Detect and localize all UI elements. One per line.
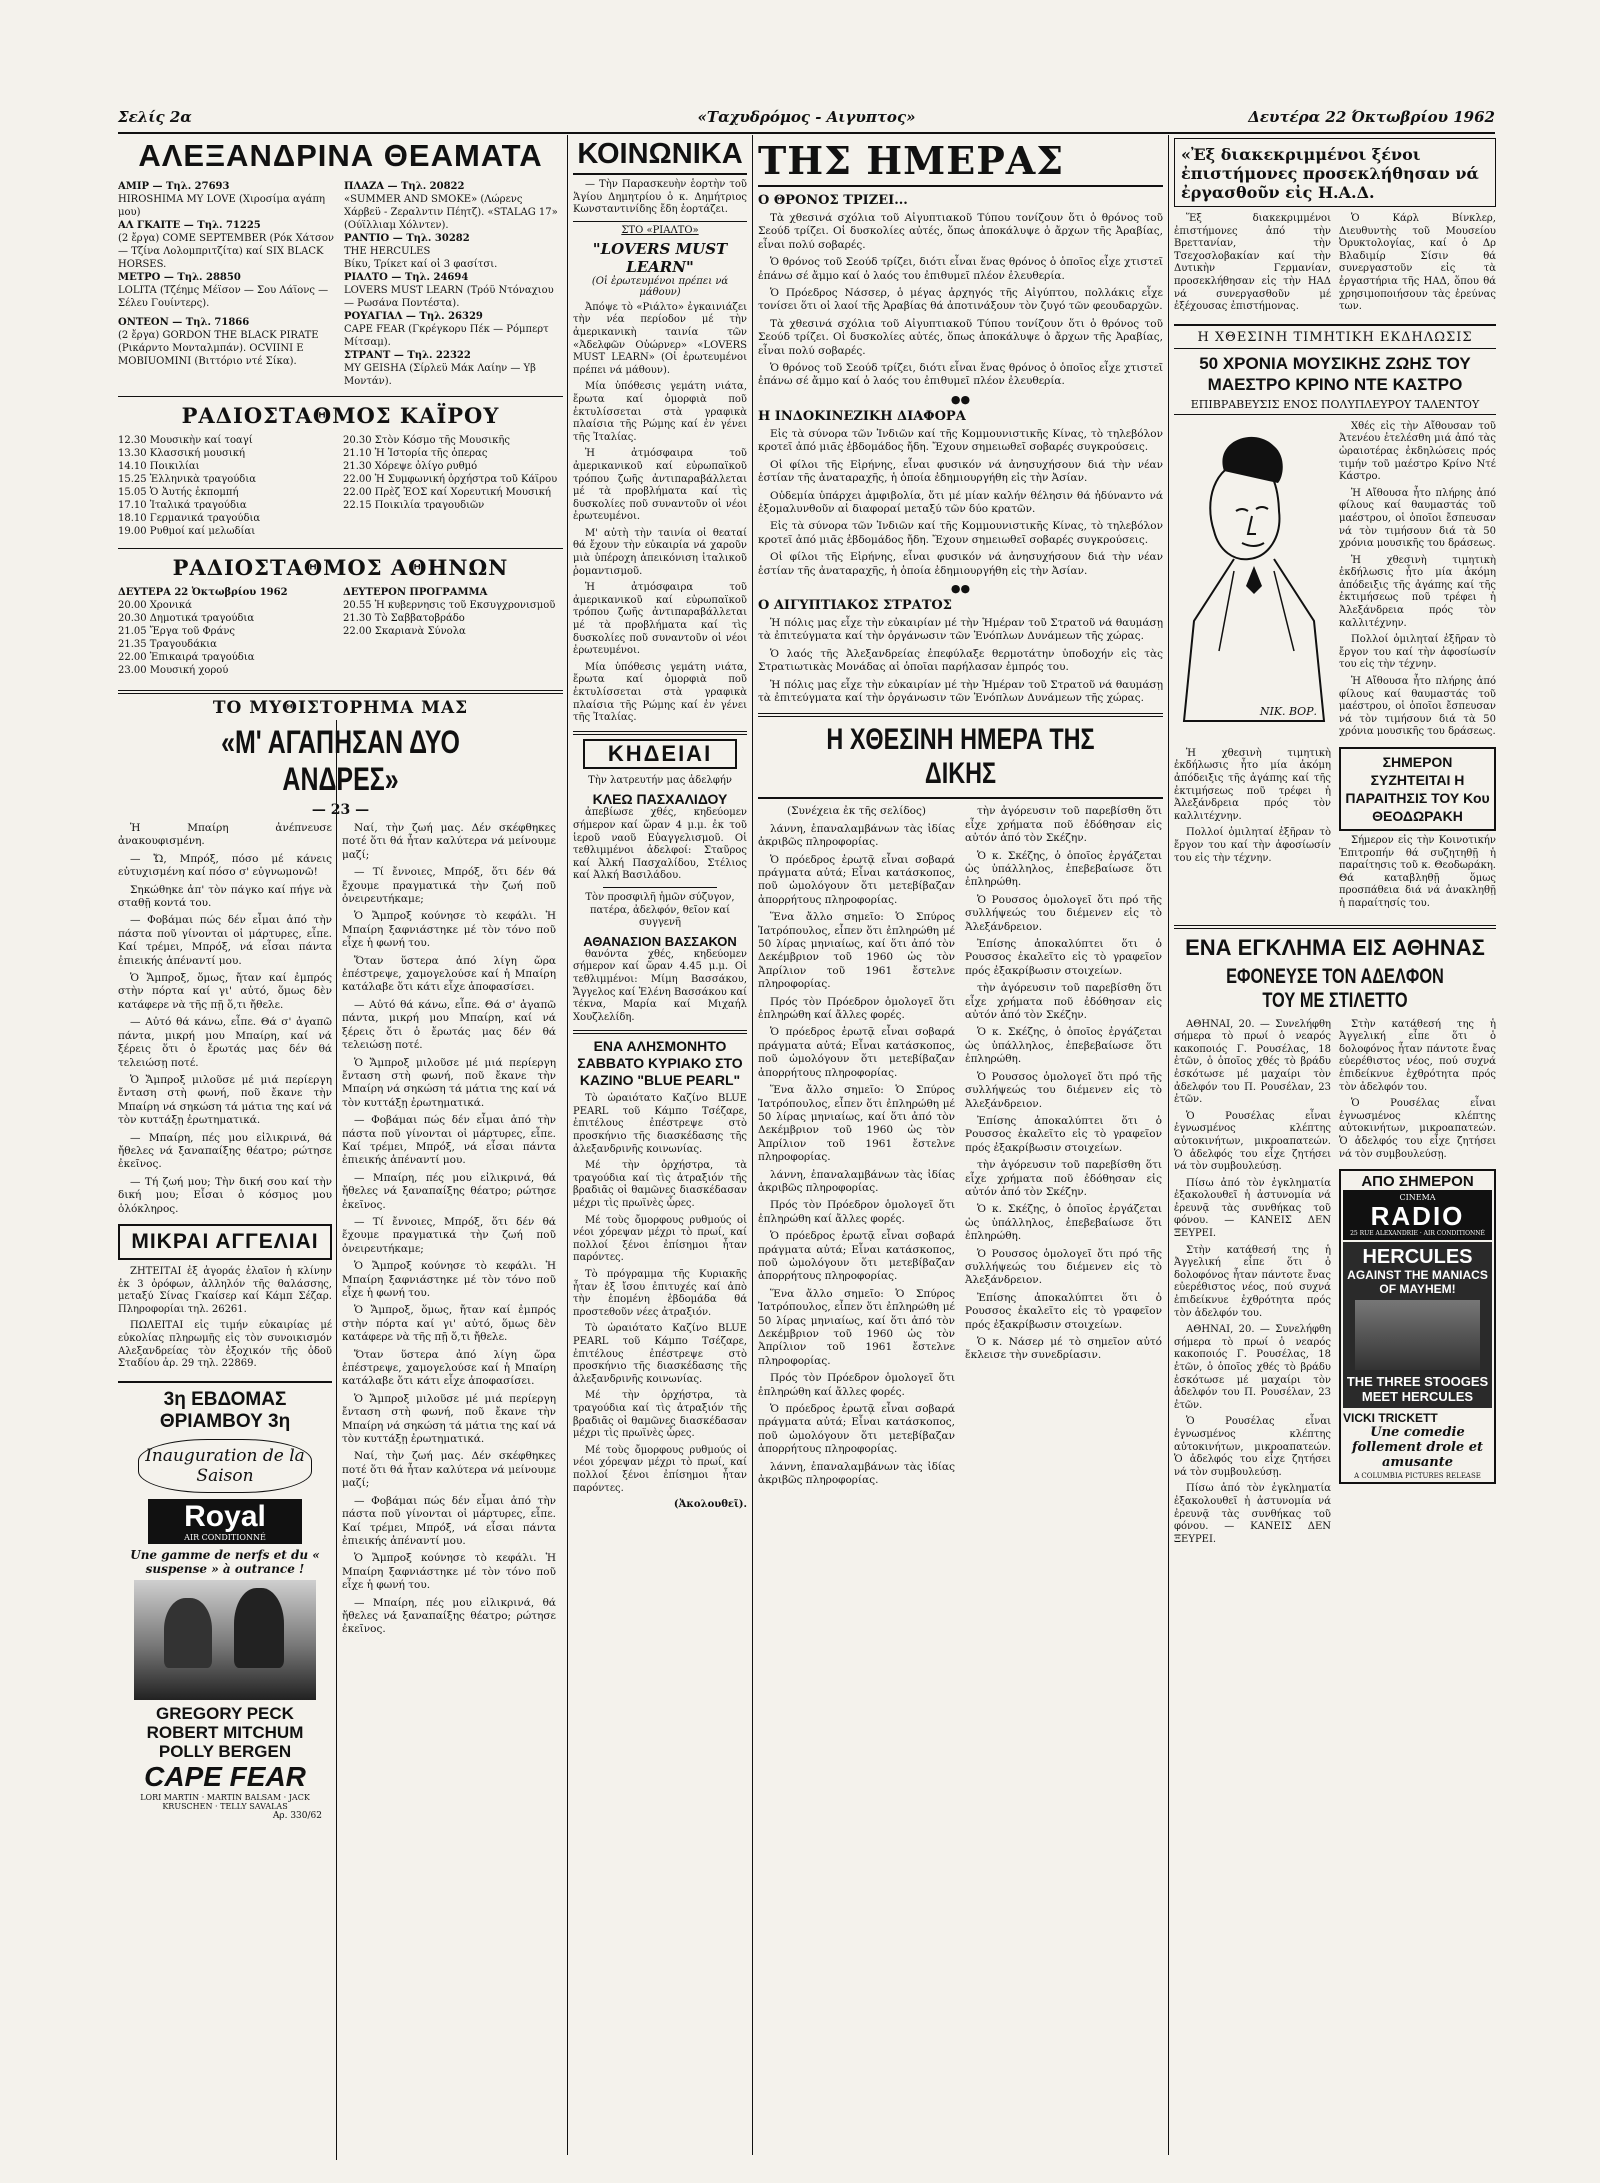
novel-paragraph: — Αὐτό θά κάνω, εἶπε. Θά σ' ἀγαπῶ πάντα, μικρή μου Μπαίρη, καί νά ξέρεις ὅτι ὁ ἔρωτάς μας δέν θά τελειώσῃ ποτέ. — [118, 1016, 332, 1069]
ad-radio-address: 25 RUE ALEXANDRIE · AIR CONDITIONNÉ — [1350, 1230, 1485, 1238]
trial-paragraph: τὴν ἀγόρευσιν τοῦ παρεβίσθη ὅτι εἶχε χρήματα ποῦ ἐδόθησαν εἰς αὐτόν ἀπό τὸν Σκέζην. — [965, 982, 1162, 1022]
trial-paragraph: Ἕνα ἄλλο σημεῖο: Ὁ Σπύρος Ἰατρόπουλος, εἶπεν ὅτι ἐπληρώθη μέ 50 λίρας μηνιαίως, καί ὅτι ἀπό τὸν Δεκέμβριον τοῦ 1960 ὡς τὸν Ἀπρίλιον τοῦ 1961 ἔστελνε πληροφορίας. — [758, 1084, 955, 1164]
scientists-paragraph: Ἕξ διακεκριμμένοι ἐπιστήμονες ἀπό τὴν Βρεττανίαν, τὴν Τσεχοσλοβακίαν καί τὴν Δυτικὴν Γερμανίαν, προσεκλήθησαν εἰς τὴν ΗΑΔ νά συνεργασθοῦν μέ ἐξέχουσας ἐπιστήμονας. — [1174, 213, 1331, 313]
radio-line: 21.30 Χόρεψε ὀλίγο ρυθμό — [343, 461, 478, 472]
castro-paragraph: Χθές εἰς τὴν Αἴθουσαν τοῦ Ἀτενέου ἐτελέσθη μιά ἀπό τὰς ὡραιοτέρας ἐκδηλώσεις πρός τιμήν τοῦ μαέστρο Κρίνο Ντέ Κάστρο. — [1339, 420, 1496, 483]
day-story-throne — [758, 185, 1163, 389]
ad-support-cast: LORI MARTIN · MARTIN BALSAM · JACK KRUSCHEN · TELLY SAVALAS — [140, 1792, 310, 1811]
theaters-left-list — [118, 180, 336, 388]
theodorakis-box — [1339, 747, 1496, 831]
day-story-indochina — [758, 409, 1163, 578]
caricature-signature: ΝΙΚ. ΒΟΡ. — [1259, 704, 1317, 718]
theater-line: ΑΜΙΡ — Τηλ. 27693 — [118, 181, 230, 192]
ad-release: A COLUMBIA PICTURES RELEASE — [1354, 1472, 1481, 1481]
novel-paragraph: — Μπαίρη, πές μου εἰλικρινά, θά ἤθελες νά ξαναπαίξης θέατρο; ρώτησε ἐκεῖνος. — [118, 1131, 332, 1171]
novel-paragraph: Ὁ Ἄμπροξ μιλοῦσε μέ μιά περίεργη ἔνταση στὴ φωνή, ποῦ ἔκανε τὴν Μπαίρη νά σηκώση τά μάτια της καί νά τὸν κυττάξῃ ἐρωτηματικά. — [118, 1073, 332, 1127]
novel-installment: — 23 — — [311, 802, 370, 818]
ad-film-title: AGAINST THE MANIACS OF MAYHEM! — [1347, 1268, 1488, 1297]
theater-line: LOLITA (Τζέημς Μέϊσον — Σου Λάϊονς — Σέλευ Γουίντερς). — [118, 285, 329, 309]
castro-paragraph: Ἡ Αἴθουσα ἦτο πλήρης ἀπό φίλους καί θαυμαστάς τοῦ μαέστρου, οἱ ὁποῖοι ἔσπευσαν νά τὸν τιμήσουν διά τὰ 50 χρόνια μουσικῆς του δράσεως. — [1339, 487, 1496, 550]
ad-ref: Αρ. 330/62 — [272, 1810, 322, 1821]
crime-subtitle-text: ΕΦΟΝΕΥΣΕ ΤΟΝ ΑΔΕΛΦΟΝ ΤΟΥ ΜΕ ΣΤΙΛΕΤΤΟ — [1226, 964, 1444, 1012]
novel-paragraph: — Μπαίρη, πές μου εἰλικρινά, θά ἤθελες νά ξαναπαίξης θέατρο; ρώτησε ἐκεῖνος. — [342, 1596, 556, 1636]
social-paragraph: Μ' αὐτὴ τὴν ταινία οἱ θεαταί θά ἔχουν τὴν εὐκαιρία νά χαροῦν μιὰ ὑπέροχη ἀπεικόνιση ἰταλικοῦ ῥομαντισμοῦ. — [573, 527, 747, 577]
theater-line: (2 ἔργα) GORDON THE BLACK PIRATE (Ρικάρντο Μονταλμπάν). OCVIINI E MOBIUOMINI (Βιττόριο ντέ Σίκα). — [118, 330, 319, 367]
radio-program-head: ΔΕΥΤΕΡΟΝ ΠΡΟΓΡΑΜΜΑ — [343, 587, 488, 598]
ad-week-banner: 3η ΕΒΔΟΜΑΣ ΘΡΙΑΜΒΟΥ 3η — [159, 1388, 291, 1432]
column-rule — [567, 135, 568, 2155]
funeral-name: ΑΘΑΝΑΣΙΟΝ ΒΑΣΣΑΚΟΝ — [583, 933, 737, 949]
trial-paragraph: λάννη, ἐπαναλαμβάνων τὰς ἰδίας ἀκριβῶς πληροφορίας. — [758, 1168, 955, 1194]
social-column — [573, 138, 747, 2155]
social-paragraph: Ἀπόψε τὸ «Ριάλτο» ἐγκαινιάζει τὴν νέα περίοδον μέ τὴν ἀμερικανικὴ ταινία τῶν «Ἀδελφῶν Οὐώρνερ» «LOVERS MUST LEARN» (Οἱ ἐρωτευμένοι πρέπει νά μάθουν). — [573, 301, 747, 376]
ad-film-title: HERCULES — [1362, 1246, 1473, 1269]
ad-film-title: CAPE FEAR — [144, 1760, 306, 1792]
issue-date: Δευτέρα 22 Όκτωβρίου 1962 — [1248, 108, 1495, 126]
trial-paragraph: Ὁ κ. Σκέζης, ὁ ὁποῖος ἐργάζεται ὡς ὑπάλληλος, ἐπεβεβαίωσε ὅτι ἐπληρώθη. — [965, 1026, 1162, 1066]
continued-note: (Ἀκολουθεῖ). — [673, 1499, 747, 1511]
castro-paragraph: Ἡ χθεσινὴ τιμητικὴ ἐκδήλωσις ἦτο μία ἀκόμη ἀπόδειξις τῆς ἀγάπης καί τῆς ἐκτιμήσεως ποῦ τρέφει ἡ Ἀλεξάνδρεια πρός τὸν καλλιτέχνην. — [1339, 554, 1496, 629]
rialto-film-title: "LOVERS MUST LEARN" — [592, 239, 728, 276]
funeral-intro: Τὴν λατρευτήν μας ἀδελφήν — [588, 774, 732, 786]
novel-paragraph: — Τή ζωή μου; Τὴν δική σου καί τὴν δική μου; Εἶσαι ὁ κόσμος μου ὁλόκληρος. — [118, 1175, 332, 1215]
story-paragraph: Ἡ πόλις μας εἶχε τὴν εὐκαιρίαν μέ τὴν Ἡμέραν τοῦ Στρατοῦ νά θαυμάσῃ τὰ ἐπιτεύγματα καί τὴν ὀργάνωσιν τῶν Ἐνόπλων Δυνάμεων τῆς χώρας. — [758, 616, 1163, 643]
separator-mark: ●● — [950, 581, 971, 595]
trial-paragraph: Ὁ πρόεδρος ἐρωτᾷ εἶναι σοβαρά πράγματα αὐτά; Εἶναι κατάσκοπος, ποῦ ὡμολόγουν ὅτι μετεβίβαζαν ἀπορρήτους πληροφορίας. — [758, 1230, 955, 1283]
ad-figure-icon — [234, 1588, 284, 1668]
theater-line: ΑΛ ΓΚΑΙΤΕ — Τηλ. 71225 — [118, 220, 261, 231]
novel-title-text: «Μ' ΑΓΑΠΗΣΑΝ ΔΥΟ ΑΝΔΡΕΣ» — [221, 724, 460, 797]
scientists-title: «Ἐξ διακεκριμμένοι ξένοι ἐπιστήμονες προσεκλήθησαν νά ἐργασθοῦν εἰς Η.Α.Δ. — [1181, 145, 1479, 202]
crime-paragraph: ΑΘΗΝΑΙ, 20. — Συνελήφθη σήμερα τὸ πρωί ὁ νεαρός κακοποιός Γ. Ρουσέλας, 18 ἐτῶν, ὁ ὁποῖος χθές τὸ βράδυ ἐσκότωσε μέ μαχαίρι τὸν ἀδελφόν του Π. Ρουσέλαν, 23 ἐτῶν. — [1174, 1324, 1331, 1411]
funerals-section — [573, 731, 747, 1025]
trial-paragraph: Πρός τὸν Πρόεδρον ὁμολογεῖ ὅτι ἐπληρώθη καί ἄλλες φορές. — [758, 995, 955, 1022]
column-rule — [1168, 135, 1169, 2155]
radio-line: 22.15 Ποικιλία τραγουδιῶν — [343, 500, 485, 511]
story-paragraph: Οὐδεμία ὑπάρχει ἀμφιβολία, ὅτι μέ μίαν καλήν θέλησιν θά ἠδύναντο νά ἐξομαλυνθοῦν αἱ διαφοραί μεταξύ τῶν δύο κρατῶν. — [758, 489, 1163, 515]
scientists-box — [1174, 138, 1496, 207]
radio-line: 20.00 Χρονικά — [118, 600, 192, 611]
radio-line: 19.00 Ρυθμοί καί μελωδίαι — [118, 526, 256, 537]
trial-paragraph: λάννη, ἐπαναλαμβάνων τὰς ἰδίας ἀκριβῶς πληροφορίας. — [758, 1460, 955, 1487]
casino-paragraph: Τὸ ὡραιότατο Καζίνο BLUE PEARL τοῦ Κάμπο Τσέζαρε, ἐπιτέλους ἐπέστρεψε στὸ προσκήνιο τῆς διασκέδασης τῆς ἀλεξανδρινῆς κοινωνίας. — [573, 1323, 747, 1385]
cape-fear-ad — [118, 1381, 332, 1821]
page-number: Σελίς 2α — [118, 108, 192, 126]
story-paragraph: Εἰς τὰ σύνορα τῶν Ἰνδιῶν καί τῆς Κομμουνιστικῆς Κίνας, τὸ τηλεβόλον κροτεῖ ἀπό μιᾶς ἑβδομάδος ἤδη. Ἔχουν σημειωθεῖ σοβαρές συγκρούσεις. — [758, 520, 1163, 546]
trial-title — [758, 723, 1163, 791]
ad-figure-icon — [164, 1598, 212, 1668]
ad-tagline: Une comedie follement drole et amusante — [1351, 1425, 1484, 1471]
trial-title-text: Η ΧΘΕΣΙΝΗ ΗΜΕΡΑ ΤΗΣ ΔΙΚΗΣ — [826, 723, 1095, 791]
day-title: ΤΗΣ ΗΜΕΡΑΣ — [758, 138, 1065, 183]
radio-line: 15.05 Ὁ Ἀυτής ἐκπομπή — [118, 487, 239, 498]
story-title: Ο ΘΡΟΝΟΣ ΤΡΙΖΕΙ... — [758, 193, 908, 208]
radio-line: 20.55 Ἡ κυβερνησις τοῦ Εκσυγχρονισμοῦ — [343, 600, 556, 611]
trial-paragraph: Ἕνα ἄλλο σημεῖο: Ὁ Σπύρος Ἰατρόπουλος, εἶπεν ὅτι ἐπληρώθη μέ 50 λίρας μηνιαίως, καί ὅτι ἀπό τὸν Δεκέμβριον τοῦ 1960 ὡς τὸν Ἀπρίλιον τοῦ 1961 ἔστελνε πληροφορίας. — [758, 911, 955, 991]
scientists-paragraph: Ὁ Κάρλ Βίνκλερ, Διευθυντὴς τοῦ Μουσείου Ὀρυκτολογίας, καί ὁ Δρ Βλαδιμίρ Σίσιν θά συνεργαστοῦν εἰς τὰ ἐργαστήρια τῆς ΗΑΔ, ὅπου θά χρησιμοποιήσουν τὰς ἐρεύνας των. — [1339, 213, 1496, 313]
theodorakis-title: ΣΗΜΕΡΟΝ ΣΥΖΗΤΕΙΤΑΙ Η ΠΑΡΑΙΤΗΣΙΣ ΤΟΥ Κου ΘΕΟΔΩΡΑΚΗ — [1345, 754, 1490, 824]
ad-film-title: THE THREE STOOGES MEET HERCULES — [1346, 1374, 1489, 1405]
radio-line: 17.10 Ἰταλικά τραγούδια — [118, 500, 247, 511]
novel-paragraph: Ὅταν ὕστερα ἀπό λίγη ὥρα ἐπέστρεψε, χαμογελούσε καί ἡ Μπαίρη κατάλαβε ὅτι κάτι εἶχε ἀποφασίσει. — [342, 954, 556, 994]
trial-paragraph: Ἐπίσης ἀποκαλύπτει ὅτι ὁ Ρουσσος ἐκαλεῖτο εἰς τὸ γραφεῖον πρός ἐξακρίβωσιν στοιχείων. — [965, 1114, 1162, 1154]
radio-line: 15.25 Ἑλληνικὰ τραγούδια — [118, 474, 257, 485]
theater-line: ΠΛΑΖΑ — Τηλ. 20822 — [344, 181, 465, 192]
novel-paragraph: — Ὤ, Μπρόξ, πόσο μέ κάνεις εὐτυχισμένη καί πόσο σ' εὐγνωμονῶ! — [118, 852, 332, 879]
castro-title: 50 ΧΡΟΝΙΑ ΜΟΥΣΙΚΗΣ ΖΩΗΣ ΤΟΥ ΜΑΕΣΤΡΟ ΚΡΙΝΟ ΝΤΕ ΚΑΣΤΡΟ — [1199, 353, 1471, 394]
castro-left — [1174, 421, 1331, 915]
ad-cinema-logo — [148, 1499, 302, 1544]
story-title: Ο ΑΙΓΥΠΤΙΑΚΟΣ ΣΤΡΑΤΟΣ — [758, 597, 952, 613]
radio-line: 21.10 Ἡ Ἱστορία τῆς ὀπερας — [343, 448, 488, 459]
social-title: ΚΟΙΝΩΝΙΚΑ — [577, 138, 743, 170]
novel-paragraph: — Φοβάμαι πώς δέν εἶμαι ἀπό τὴν πάστα ποῦ γίνονται οἱ μάρτυρες, εἶπε. Καί τρέμει, Μπρόξ, νά εἶσαι πάντα ἐπιεικής ἀπέναντί μου. — [118, 914, 332, 967]
ad-tagline: Une gamme de nerfs et du « suspense » à outrance ! — [130, 1547, 320, 1576]
radio-line: 22.00 Ἡ Συμφωνική ὀρχήστρα τοῦ Κάϊρου — [343, 474, 558, 485]
novel-paragraph: — Φοβάμαι πώς δέν εἶμαι ἀπό τὴν πάστα ποῦ γίνονται οἱ μάρτυρες, εἶπε. Καί τρέμει, Μπρόξ, νά εἶσαι πάντα ἐπιεικής ἀπέναντί μου. — [342, 1494, 556, 1547]
theaters-right-list — [344, 180, 562, 388]
theater-line: MY GEISHA (Σίρλεϋ Μάκ Λαίην — Υβ Μοντάν). — [344, 363, 536, 387]
novel-paragraph: Ὁ Ἄμπροξ μιλοῦσε μέ μιά περίεργη ἔνταση στὴ φωνή, ποῦ ἔκανε τὴν Μπαίρη νά σηκώση τά μάτια της καί νά τὸν κυττάξῃ ἐρωτηματικά. — [342, 1392, 556, 1446]
ad-cinema-sub: AIR CONDITIONNÉ — [184, 1532, 266, 1542]
social-paragraph: Ἡ ἀτμόσφαιρα τοῦ ἀμερικανικοῦ καί εὐρωπαϊκοῦ τρόπου ζωῆς ἀντιπαραβάλλεται μέ τὰ προβλήματα καί τὶς δυσκολίες ποῦ συναντοῦν οἱ νέοι ἐρωτευμένοι. — [573, 448, 747, 523]
classifieds-title: ΜΙΚΡΑΙ ΑΓΓΕΛΙΑΙ — [131, 1229, 319, 1253]
radio-line: 20.30 Δημοτικά τραγούδια — [118, 613, 255, 624]
funeral-text: ἀπεβίωσε χθές, κηδεύομεν σήμερον καί ὥραν 4 μ.μ. ἐκ τοῦ ἱεροῦ ναοῦ Εὐαγγελισμοῦ. Οἱ τεθλιμμένοι ἀδελφοί: Σταῦρος καί Ἀλκή Πασχαλίδου, Στέλιος καί Ἀλκή Βασιλάδου. — [573, 807, 747, 882]
novel-paragraph: Ὁ Ἄμπροξ κούνησε τὸ κεφάλι. Ἡ Μπαίρη ξαφνιάστηκε μέ τὸν τόνο ποῦ εἶχε ἡ φωνή του. — [342, 1260, 556, 1299]
crime-section — [1174, 925, 1496, 1551]
theaters-section — [118, 138, 563, 728]
story-paragraph: Ὁ θρόνος τοῦ Σεούδ τρίζει, διότι εἶναι ἕνας θρόνος ὁ ὁποῖος εἶχε χτιστεῖ ἐπάνω σέ ἄμμο καί ὁ λαός του ἐπιθυμεῖ πλέον ἐλευθερία. — [758, 256, 1163, 282]
classified-ad: ΠΩΛΕΙΤΑΙ εἰς τιμήν εὐκαιρίας μέ εὐκολίας πληρωμῆς εἰς τὸν συνοικισμόν Αλεξανδρείας τὸν ἐξοχικόν τῆς ὁδοῦ Σταδίου ἀρ. 29 τηλ. 22869. — [118, 1320, 332, 1370]
novel-paragraph: Ὅταν ὕστερα ἀπό λίγη ὥρα ἐπέστρεψε, χαμογελούσε καί ἡ Μπαίρη κατάλαβε ὅτι κάτι εἶχε ἀποφασίσει. — [342, 1348, 556, 1388]
theater-line: ΜΕΤΡΟ — Τηλ. 28850 — [118, 272, 241, 283]
ad-from-today: ΑΠΟ ΣΗΜΕΡΟΝ — [1361, 1173, 1474, 1191]
radio-cinema-ad — [1339, 1169, 1496, 1484]
day-story-army — [758, 598, 1163, 705]
novel-paragraph: Ὁ Ἄμπροξ, ὅμως, ἤταν καί ἐμπρός στὴν πόρτα καί γι' αὐτό, ὅμως δὲν κατάφερε νὰ τῆς πῇ ὅ,τι ἤθελε. — [342, 1304, 556, 1344]
novel-paragraph: Ναί, τὴν ζωή μας. Δέν σκέφθηκες ποτέ ὅτι θά ἦταν καλύτερα νά μείνουμε μαζί; — [342, 822, 556, 861]
castro-section — [1174, 324, 1496, 915]
trial-body — [758, 805, 1163, 1491]
novel-paragraph: — Φοβάμαι πώς δέν εἶμαι ἀπό τὴν πάστα ποῦ γίνονται οἱ μάρτυρες, εἶπε. Καί τρέμει, Μπρόξ, νά εἶσαι πάντα ἐπιεικής ἀπέναντί μου. — [342, 1114, 556, 1167]
right-column — [1174, 138, 1496, 2155]
crime-paragraph: Στὴν κατάθεσή της ἡ Ἀγγελική εἶπε ὅτι ὁ δολοφόνος ἦταν πάντοτε ἔνας εὐερέθιστος νέος, πού συχνά ἐπιδείκνυε ἐχθρότητα πρός τὸν ἀδελφόν του. — [1339, 1018, 1496, 1093]
paper-name: «Ταχυδρόμος - Αιγυπτος» — [697, 108, 916, 126]
ad-star: GREGORY PECK — [156, 1703, 294, 1723]
theater-line: «SUMMER AND SMOKE» (Λώρενς Χάρβεϋ - Ζεραλντιν Πέητζ). «STALAG 17» (Ούϊλλιαμ Χόλντεν). — [344, 194, 558, 231]
novel-paragraph: Ὁ Ἄμπροξ, ὅμως, ἤταν καί ἐμπρός στὴν πόρτα καί γι' αὐτό, ὅμως δὲν κατάφερε νὰ τῆς πῇ ὅ,τι ἤθελε. — [118, 972, 332, 1011]
novel-title — [118, 724, 563, 798]
radio-line: 21.30 Τὸ Σαββατοβράδο — [343, 613, 465, 624]
radio-day-head: ΔΕΥΤΕΡΑ 22 Ὀκτωβρίου 1962 — [118, 587, 288, 598]
trial-paragraph: (Συνέχεια ἐκ τῆς σελίδος) — [787, 805, 926, 818]
theater-line: LOVERS MUST LEARN (Τρόϋ Ντόναχιου — Ρωσάνα Ποντέστα). — [344, 285, 554, 309]
novel-paragraph: Ναί, τὴν ζωή μας. Δέν σκέφθηκες ποτέ ὅτι θά ἦταν καλύτερα νά μείνουμε μαζί; — [342, 1450, 556, 1490]
crime-subtitle — [1174, 965, 1496, 1013]
story-paragraph: Οἱ φίλοι τῆς Εἰρήνης, εἶναι φυσικόν νά ἀνησυχήσουν διά τὴν νέαν ἑστίαν τῆς ἀναταραχῆς, ἡ ὁποία ἐδημιουργήθη εἰς τὴν Ἀσίαν. — [758, 551, 1163, 577]
theater-line: ΣΤΡΑΝΤ — Τηλ. 22322 — [344, 350, 471, 361]
castro-paragraph: Πολλοί ὁμιληταί ἐξῆραν τὸ ἔργον του καί τὴν ἀφοσίωσίν του εἰς τὴν τέχνην. — [1339, 634, 1496, 671]
trial-paragraph: Ἐπίσης ἀποκαλύπτει ὅτι ὁ Ρουσσος ἐκαλεῖτο εἰς τὸ γραφεῖον πρός ἐξακρίβωσιν στοιχείων. — [965, 1291, 1162, 1331]
separator-mark: ●● — [950, 392, 971, 406]
radio-cairo-title: ΡΑΔΙΟΣΤΑΘΜΟΣ ΚΑΪΡΟΥ — [181, 403, 500, 428]
novel-paragraph: Σηκώθηκε ἀπ' τὸν πάγκο καί πήγε νὰ σταθῇ κοντά του. — [118, 883, 332, 910]
trial-paragraph: Ὁ κ. Σκέζης, ὁ ὁποῖος ἐργάζεται ὡς ὑπάλληλος, ἐπεβεβαίωσε ὅτι ἐπληρώθη. — [965, 1203, 1162, 1243]
ad-radio-logo — [1343, 1190, 1492, 1240]
radio-line: 14.10 Ποικιλίαι — [118, 461, 200, 472]
crime-title: ΕΝΑ ΕΓΚΛΗΜΑ ΕΙΣ ΑΘΗΝΑΣ — [1185, 934, 1485, 960]
casino-section — [573, 1030, 747, 1511]
radio-line: 22.00 Σκαριανὰ Σύνολα — [343, 626, 466, 637]
novel-paragraph: — Τί ἔννοιες, Μπρόξ, ὅτι δέν θά ἔχουμε πραγματικά τὴν ζωή ποῦ ὀνειρευτήκαμε; — [342, 866, 556, 906]
novel-col-left — [118, 822, 332, 1821]
crime-paragraph: Ὁ Ρουσέλας εἶναι ἐγνωσμένος κλέπτης αὐτοκινήτων, μικροαπατεών. Ὁ ἀδελφός του εἶχε ζητήσει νά τὸν συμβουλεύσῃ. — [1174, 1110, 1331, 1173]
radio-athens-title: ΡΑΔΙΟΣΤΑΘΜΟΣ ΑΘΗΝΩΝ — [172, 555, 509, 580]
radio-line: 21.35 Τραγουδάκια — [118, 639, 217, 650]
classifieds-box — [118, 1224, 332, 1260]
social-paragraph: Μία ὑπόθεσις γεμάτη νιάτα, ἔρωτα καί ὁμορφιὰ ποῦ ἐκτυλίσσεται στὰ γραφικὰ πλαίσια τῆς Ρώμης καί ἐν γένει τῆς Ἰταλίας. — [573, 661, 747, 724]
trial-paragraph: Ὁ Ρουσσος ὁμολογεῖ ὅτι πρό τῆς συλλήψεώς του διέμενεν εἰς τὸ Ἀλεξάνδρειον. — [965, 1247, 1162, 1287]
ad-inauguration: Inauguration de la Saison — [138, 1439, 312, 1493]
radio-line: 22.00 Ἐπικαιρά τραγούδια — [118, 652, 255, 663]
day-column — [758, 138, 1163, 2155]
radio-cairo — [118, 396, 563, 538]
story-paragraph: Οἱ φίλοι τῆς Εἰρήνης, εἶναι φυσικόν νά ἀνησυχήσουν διά τὴν νέαν ἑστίαν τῆς ἀναταραχῆς, ἡ ὁποία ἐδημιουργήθη εἰς τὴν Ἀσίαν. — [758, 458, 1163, 485]
head-rule — [118, 132, 1495, 134]
novel-kicker: ΤΟ ΜΥΘΙΣΤΟΡΗΜΑ ΜΑΣ — [212, 698, 469, 718]
novel-paragraph: Ὁ Ἄμπροξ κούνησε τὸ κεφάλι. Ἡ Μπαίρη ξαφνιάστηκε μέ τὸν τόνο ποῦ εἶχε ἡ φωνή του. — [342, 1552, 556, 1592]
story-paragraph: Ὁ Πρόεδρος Νάσσερ, ὁ μέγας ἀρχηγός τῆς Αἰγύπτου, πολλάκις εἶχε τονίσει ὅτι οἱ λαοί τῆς Ἀραβίας θά ἀποτινάξουν τὸν ζυγό τῶν φεουδαρχῶν. — [758, 287, 1163, 313]
crime-paragraph: Πίσω ἀπό τὸν ἐγκληματία ἐξακολουθεῖ ἡ ἀστυνομία νά ἐρευνᾷ τὰς συνθήκας τοῦ φόνου. — ΚΑΝΕΙΣ ΔΕΝ ΞΕΥΡΕΙ. — [1174, 1483, 1331, 1545]
ad-hercules-poster — [1343, 1242, 1492, 1408]
radio-line: 13.30 Κλασσική μουσική — [118, 448, 245, 459]
radio-line: 18.10 Γερμανικά τραγούδια — [118, 513, 261, 524]
novel-paragraph: Ἡ Μπαίρη ἀνέπνευσε ἀνακουφισμένη. — [118, 822, 332, 848]
castro-paragraph: Ἡ χθεσινὴ τιμητικὴ ἐκδήλωσις ἦτο μία ἀκόμη ἀπόδειξις τῆς ἀγάπης καί τῆς ἐκτιμήσεως ποῦ τρέφει ἡ Ἀλεξάνδρεια πρός τὸν καλλιτέχνην. — [1174, 747, 1331, 822]
casino-paragraph: Μέ τοὺς ὄμορφους ρυθμούς οἱ νέοι χόρεψαν μέχρι τὸ πρωί, καί πολλοί ξένοι ἐπίσημοι ἦταν παρόντες. — [573, 1214, 747, 1264]
novel-section — [118, 690, 563, 2155]
radio-line: 23.00 Μουσική χορού — [118, 665, 229, 676]
ad-radio-name: RADIO — [1370, 1201, 1465, 1232]
ad-cinema-name: Royal — [184, 1499, 266, 1533]
novel-paragraph: — Αὐτό θά κάνω, εἶπε. Θά σ' ἀγαπῶ πάντα, μικρή μου Μπαίρη, καί νά ξέρεις ὅτι ὁ ἔρωτάς μας δέν θά τελειώσῃ ποτέ. — [342, 998, 556, 1052]
trial-paragraph: τὴν ἀγόρευσιν τοῦ παρεβίσθη ὅτι εἶχε χρήματα ποῦ ἐδόθησαν εἰς αὐτόν ἀπό τὸν Σκέζην. — [965, 805, 1162, 845]
story-paragraph: Ὁ λαός τῆς Ἀλεξανδρείας ἐπεφύλαξε θερμοτάτην ὑποδοχήν εἰς τὰς Στρατιωτικὰς Μονάδας αἱ ὁποῖαι παρήλασαν ἐμπρός του. — [758, 647, 1163, 674]
story-paragraph: Τὰ χθεσινά σχόλια τοῦ Αἰγυπτιακοῦ Τύπου τονίζουν ὅτι ὁ θρόνος τοῦ Σεούδ τρίζει. Οἱ δυσκολίες αὐτές, ὅπως ἀποκάλυψε ὁ ἄρχων τῆς Ἀραβίας, εἶναι πολύ σοβαρές. — [758, 212, 1163, 251]
novel-paragraph: Ὁ Ἄμπροξ κούνησε τὸ κεφάλι. Ἡ Μπαίρη ξαφνιάστηκε μέ τὸν τόνο ποῦ εἶχε ἡ φωνή του. — [342, 910, 556, 950]
radio-line: 20.30 Στὸν Κόσμο τῆς Μουσικῆς — [343, 435, 510, 446]
trial-paragraph: Ὁ Ρουσσος ὁμολογεῖ ὅτι πρό τῆς συλλήψεώς του διέμενεν εἰς τὸ Ἀλεξάνδρειον. — [965, 1070, 1162, 1110]
crime-paragraph: Ὁ Ρουσέλας εἶναι ἐγνωσμένος κλέπτης αὐτοκινήτων, μικροαπατεών. Ὁ ἀδελφός του εἶχε ζητήσει νά τὸν συμβουλεύσῃ. — [1339, 1098, 1496, 1160]
ad-poster-image — [134, 1580, 316, 1700]
social-paragraph: Ἡ ἀτμόσφαιρα τοῦ ἀμερικανικοῦ καί εὐρωπαϊκοῦ τρόπου ζωῆς ἀντιπαραβάλλεται μέ τὰ προβλήματα καί τὶς δυσκολίες ποῦ συναντοῦν οἱ νέοι ἐρωτευμένοι. — [573, 582, 747, 657]
classified-ad: ΖΗΤΕΙΤΑΙ ἐξ ἀγοράς ἐλαῖον ἡ κλίνην ἐκ 3 ὀρόφων, ἀλληλόν τῆς θαλάσσης, μεταξύ Σίνας Γκαίσερ καί Κάμπ Σέζαρ. Πληροφορίαι τηλ. 26261. — [118, 1265, 332, 1315]
novel-paragraph: — Τί ἔννοιες, Μπρόξ, ὅτι δέν θά ἔχουμε πραγματικά τὴν ζωή ποῦ ὀνειρευτήκαμε; — [342, 1215, 556, 1255]
theater-line: (2 ἔργα) COME SEPTEMBER (Ρόκ Χάτσον — Τζίνα Λολομπριτζίτα) καί SIX BLACK HORSES. — [118, 233, 334, 270]
trial-paragraph: Ὁ πρόεδρος ἐρωτᾷ εἶναι σοβαρά πράγματα αὐτά; Εἶναι κατάσκοπος, ποῦ ὡμολόγουν ὅτι μετεβίβαζαν ἀπορρήτους πληροφορίας. — [758, 1403, 955, 1456]
caricature-drawing — [1174, 421, 1331, 741]
trial-paragraph: Πρός τὸν Πρόεδρον ὁμολογεῖ ὅτι ἐπληρώθη καί ἄλλες φορές. — [758, 1199, 955, 1225]
castro-right — [1339, 421, 1496, 915]
radio-athens — [118, 548, 563, 677]
theaters-title: ΑΛΕΞΑΝΔΡΙΝΑ ΘΕΑΜΑΤΑ — [138, 138, 543, 173]
trial-paragraph: λάννη, ἐπαναλαμβάνων τὰς ἰδίας ἀκριβῶς πληροφορίας. — [758, 822, 955, 849]
casino-paragraph: Μέ τοὺς ὄμορφους ρυθμούς οἱ νέοι χόρεψαν μέχρι τὸ πρωί, καί πολλοί ξένοι ἐπίσημοι ἦταν παρόντες. — [573, 1444, 747, 1494]
trial-paragraph: Ὁ κ. Νάσερ μέ τὸ σημεῖον αὐτό ἔκλεισε τὴν συνεδρίασιν. — [965, 1336, 1162, 1362]
castro-paragraph: Ἡ Αἴθουσα ἦτο πλήρης ἀπό φίλους καί θαυμαστάς τοῦ μαέστρου, οἱ ὁποῖοι ἔσπευσαν νά τὸν τιμήσουν διά τὰ 50 χρόνια μουσικῆς του δράσεως. — [1339, 676, 1496, 738]
crime-paragraph: Στὴν κατάθεσή της ἡ Ἀγγελική εἶπε ὅτι ὁ δολοφόνος ἦταν πάντοτε ἔνας εὐερέθιστος νέος, πού συχνά ἐπιδείκνυε ἐχθρότητα πρός τὸν ἀδελφόν του. — [1174, 1244, 1331, 1319]
ad-poster-image — [1355, 1300, 1480, 1370]
theater-line: THE HERCULES — [344, 246, 431, 257]
story-paragraph: Ὁ θρόνος τοῦ Σεούδ τρίζει, διότι εἶναι ἕνας θρόνος ὁ ὁποῖος εἶχε χτιστεῖ ἐπάνω σέ ἄμμο καί ὁ λαός του ἐπιθυμεῖ πλέον ἐλευθερία. — [758, 362, 1163, 388]
column-rule — [752, 135, 753, 2155]
radio-line: 12.30 Μουσικὴν καί τοαγί — [118, 435, 253, 446]
social-intro: — Τὴν Παρασκευὴν ἑορτὴν τοῦ Ἁγίου Δημητρίου ὁ κ. Δημήτριος Κωνσταντινίδης ἔδη ἑορτάζει. — [573, 179, 747, 216]
theater-line: HIROSHIMA MY LOVE (Χιροσίμα αγάπη μου) — [118, 194, 326, 218]
funerals-title: ΚΗΔΕΙΑΙ — [607, 740, 713, 766]
ad-cinema-label: CINEMA — [1399, 1193, 1436, 1203]
trial-paragraph: Ὁ Ρουσσος ὁμολογεῖ ὅτι πρό τῆς συλλήψεώς του διέμενεν εἰς τὸ Ἀλεξάνδρειον. — [965, 893, 1162, 933]
casino-paragraph: Μέ τὴν ὀρχήστρα, τὰ τραγούδια καί τὶς ἀτραξιόν τῆς βραδιᾶς οἱ θαμῶνες διασκέδασαν μέχρι τὶς πρωϊνὲς ὧρες. — [573, 1390, 747, 1440]
trial-paragraph: Ἕνα ἄλλο σημεῖο: Ὁ Σπύρος Ἰατρόπουλος, εἶπεν ὅτι ἐπληρώθη μέ 50 λίρας μηνιαίως, καί ὅτι ἀπό τὸν Δεκέμβριον τοῦ 1960 ὡς τὸν Ἀπρίλιον τοῦ 1961 ἔστελνε πληροφορίας. — [758, 1287, 955, 1367]
theater-line: ΡΑΝΤΙΟ — Τηλ. 30282 — [344, 233, 470, 244]
radio-line: 22.00 Πρὲζ ἘΟΣ καί Χορευτική Μουσική — [343, 487, 551, 498]
story-paragraph: Εἰς τὰ σύνορα τῶν Ἰνδιῶν καί τῆς Κομμουνιστικῆς Κίνας, τὸ τηλεβόλον κροτεῖ ἀπό μιᾶς ἑβδομάδος ἤδη. Ἔχουν σημειωθεῖ σοβαρές συγκρούσεις. — [758, 427, 1163, 454]
novel-col-right — [342, 822, 556, 1821]
castro-subtitle: ΕΠΙΒΡΑΒΕΥΣΙΣ ΕΝΟΣ ΠΟΛΥΠΛΕΥΡΟΥ ΤΑΛΕΝΤΟΥ — [1174, 398, 1496, 415]
novel-paragraph: — Μπαίρη, πές μου εἰλικρινά, θά ἤθελες νά ξαναπαίξης θέατρο; ρώτησε ἐκεῖνος. — [342, 1171, 556, 1211]
trial-paragraph: Πρός τὸν Πρόεδρον ὁμολογεῖ ὅτι ἐπληρώθη καί ἄλλες φορές. — [758, 1372, 955, 1398]
casino-paragraph: Τὸ πρόγραμμα τῆς Κυριακῆς ἦταν ἐξ ἴσου ἐπιτυχές καί ἀπὸ τὴν ἐπομένη ἑβδομάδα θά προστεθοῦν νέες ἀτραξιόν. — [573, 1269, 747, 1318]
funeral-text: θανόντα χθές, κηδεύομεν σήμερον καί ὥραν 4.45 μ.μ. Οἱ τεθλιμμένοι: Μίμη Βασσάκου, Ἄγγελος καί Ἑλένη Βασσάκου καί τέκνα, Μαρία καί Μιχαήλ Χουζλελίδη. — [573, 948, 747, 1023]
theater-line: ΡΟΥΑΓΙΑΛ — Τηλ. 26329 — [344, 311, 483, 322]
crime-paragraph: Πίσω ἀπό τὸν ἐγκληματία ἐξακολουθεῖ ἡ ἀστυνομία νά ἐρευνᾷ τὰς συνθήκας τοῦ φόνου. — ΚΑΝΕΙΣ ΔΕΝ ΞΕΥΡΕΙ. — [1174, 1177, 1331, 1240]
ad-star: POLLY BERGEN — [158, 1741, 292, 1761]
rialto-head: ΣΤΟ «ΡΙΑΛΤΟ» — [621, 224, 699, 236]
running-head — [118, 108, 1495, 130]
trial-paragraph: Ὁ πρόεδρος ἐρωτᾷ εἶναι σοβαρά πράγματα αὐτά; Εἶναι κατάσκοπος, ποῦ ὡμολόγουν ὅτι μετεβίβαζαν ἀπορρήτους πληροφορίας. — [758, 1026, 955, 1079]
casino-paragraph: Μέ τὴν ὀρχήστρα, τὰ τραγούδια καί τὶς ἀτραξιόν τῆς βραδιᾶς οἱ θαμῶνες διασκέδασαν μέχρι τὶς πρωϊνὲς ὧρες. — [573, 1160, 747, 1210]
theater-line: ΟΝΤΕΟΝ — Τηλ. 71866 — [118, 317, 250, 328]
story-paragraph: Τὰ χθεσινά σχόλια τοῦ Αἰγυπτιακοῦ Τύπου τονίζουν ὅτι ὁ θρόνος τοῦ Σεούδ τρίζει. Οἱ δυσκολίες αὐτές, ὅπως ἀποκάλυψε ὁ ἄρχων τῆς Ἀραβίας, εἶναι πολύ σοβαρές. — [758, 317, 1163, 357]
funeral-name: ΚΛΕΩ ΠΑΣΧΑΛΙΔΟΥ — [592, 791, 728, 808]
theodorakis-text: Σήμερον εἰς τὴν Κοινοτικήν Ἐπιτροπήν θά συζητηθῇ ἡ παραίτησις τοῦ κ. Θεοδωράκη. Θά καταβληθῇ ὅμως προσπάθεια διά νά ἀνακληθῇ ἡ παραίτησίς του. — [1339, 835, 1496, 909]
trial-paragraph: Ἐπίσης ἀποκαλύπτει ὅτι ὁ Ρουσσος ἐκαλεῖτο εἰς τὸ γραφεῖον πρός ἐξακρίβωσιν στοιχείων. — [965, 938, 1162, 977]
casino-paragraph: Τὸ ὡραιότατο Καζίνο BLUE PEARL τοῦ Κάμπο Τσέζαρε, ἐπιτέλους ἐπέστρεψε στὸ προσκήνιο τῆς διασκέδασης τῆς ἀλεξανδρινῆς κοινωνίας. — [573, 1093, 747, 1155]
castro-paragraph: Πολλοί ὁμιληταί ἐξῆραν τὸ ἔργον του καί τὴν ἀφοσίωσίν του εἰς τὴν τέχνην. — [1174, 827, 1331, 864]
funeral-intro: Τὸν προσφιλῆ ἡμῶν σύζυγον, πατέρα, ἀδελφόν, θεῖον καί συγγενῆ — [585, 891, 735, 929]
crime-paragraph: ΑΘΗΝΑΙ, 20. — Συνελήφθη σήμερα τὸ πρωί ὁ νεαρός κακοποιός Γ. Ρουσέλας, 18 ἐτῶν, ὁ ὁποῖος χθές τὸ βράδυ ἐσκότωσε μέ μαχαίρι τὸν ἀδελφόν του Π. Ρουσέλαν, 23 ἐτῶν. — [1174, 1018, 1331, 1106]
radio-line: 21.05 Ἔργα τοῦ Φράνς — [118, 626, 235, 637]
trial-headline-box — [758, 713, 1163, 799]
casino-title: ΕΝΑ ΑΛΗΣΜΟΝΗΤΟ ΣΑΒΒΑΤΟ ΚΥΡΙΑΚΟ ΣΤΟ ΚΑΖΙΝΟ "BLUE PEARL" — [577, 1038, 743, 1089]
rialto-film-subtitle: (Οἱ ἐρωτευμένοι πρέπει νά μάθουν) — [591, 275, 729, 298]
social-paragraph: Μία ὑπόθεσις γεμάτη νιάτα, ἔρωτα καί ὁμορφιὰ ποῦ ἐκτυλίσσεται στὰ γραφικὰ πλαίσια τῆς Ρώμης καί ἐν γένει τῆς Ἰταλίας. — [573, 381, 747, 443]
ad-star: ROBERT MITCHUM — [146, 1722, 304, 1742]
castro-kicker: Η ΧΘΕΣΙΝΗ ΤΙΜΗΤΙΚΗ ΕΚΔΗΛΩΣΙΣ — [1174, 330, 1496, 349]
ad-star: VICKI TRICKETT — [1343, 1411, 1438, 1426]
trial-paragraph: Ὁ κ. Σκέζης, ὁ ὁποῖος ἐργάζεται ὡς ὑπάλληλος, ἐπεβεβαίωσε ὅτι ἐπληρώθη. — [965, 849, 1162, 889]
theater-line: Βίκυ, Τρίκετ καί οἱ 3 φασίτσι. — [344, 259, 498, 270]
story-title: Η ΙΝΔΟΚΙΝΕΖΙΚΗ ΔΙΑΦΟΡΑ — [758, 408, 966, 424]
theater-line: CAPE FEAR (Γκρέγκορυ Πέκ — Ρόμπερτ Μίτσαμ). — [344, 324, 549, 348]
novel-paragraph: Ὁ Ἄμπροξ μιλοῦσε μέ μιά περίεργη ἔνταση στὴ φωνή, ποῦ ἔκανε τὴν Μπαίρη νά σηκώση τά μάτια της καί νά τὸν κυττάξῃ ἐρωτηματικά. — [342, 1056, 556, 1109]
trial-paragraph: Ὁ πρόεδρος ἐρωτᾷ εἶναι σοβαρά πράγματα αὐτά; Εἶναι κατάσκοπος, ποῦ ὡμολόγουν ὅτι μετεβίβαζαν ἀπορρήτους πληροφορίας. — [758, 853, 955, 906]
theater-line: ΡΙΑΛΤΟ — Τηλ. 24694 — [344, 272, 469, 283]
crime-paragraph: Ὁ Ρουσέλας εἶναι ἐγνωσμένος κλέπτης αὐτοκινήτων, μικροαπατεών. Ὁ ἀδελφός του εἶχε ζητήσει νά τὸν συμβουλεύσῃ. — [1174, 1416, 1331, 1478]
trial-paragraph: τὴν ἀγόρευσιν τοῦ παρεβίσθη ὅτι εἶχε χρήματα ποῦ ἐδόθησαν εἰς αὐτόν ἀπό τὸν Σκέζην. — [965, 1159, 1162, 1198]
story-paragraph: Ἡ πόλις μας εἶχε τὴν εὐκαιρίαν μέ τὴν Ἡμέραν τοῦ Στρατοῦ νά θαυμάσῃ τὰ ἐπιτεύγματα καί τὴν ὀργάνωσιν τῶν Ἐνόπλων Δυνάμεων τῆς χώρας. — [758, 678, 1163, 704]
